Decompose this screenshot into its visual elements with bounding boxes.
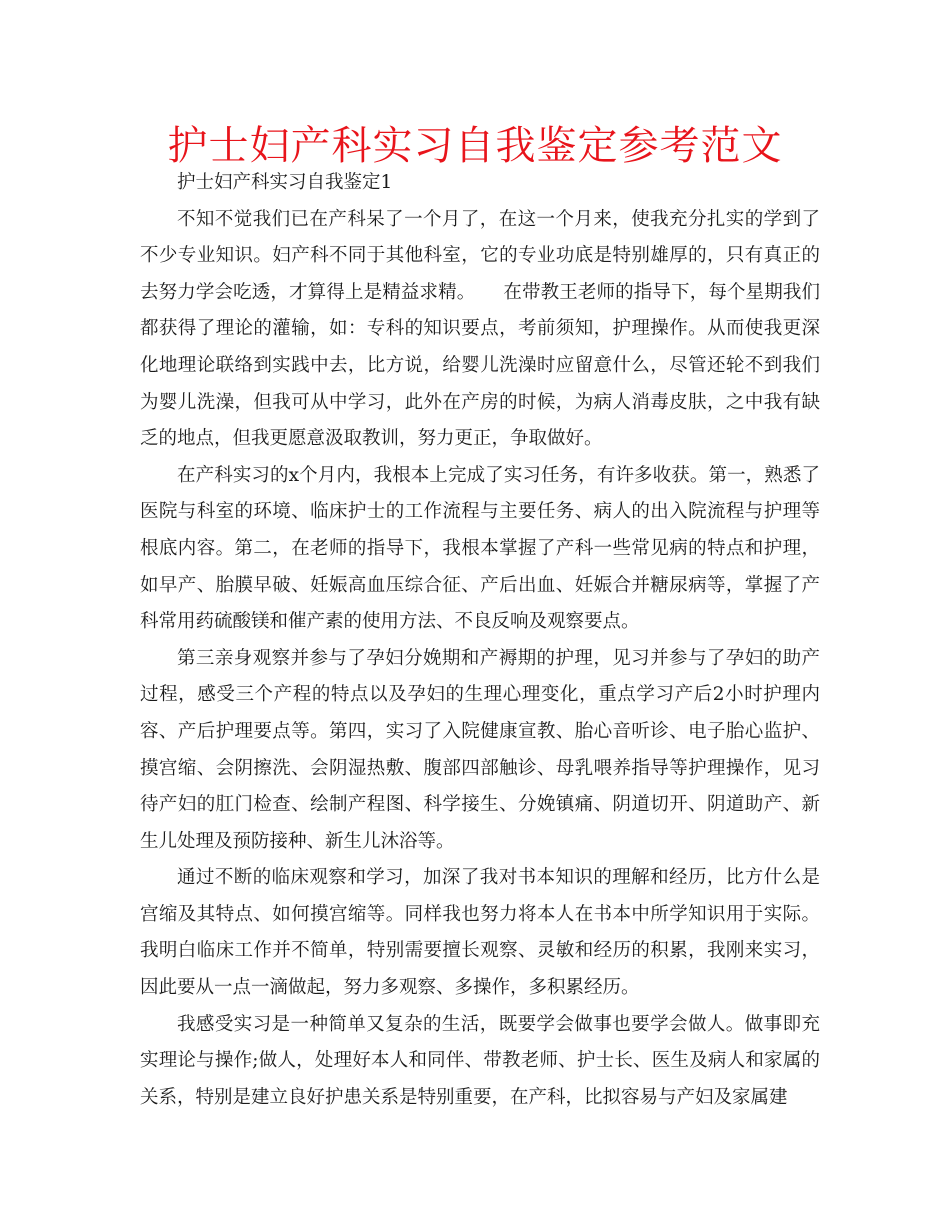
document-title: 护士妇产科实习自我鉴定参考范文 xyxy=(167,123,783,169)
paragraph-5: 我感受实习是一种简单又复杂的生活，既要学会做事也要学会做人。做事即充实理论与操作;做人，处理好本人和同伴、带教老师、护士长、医生及病人和家属的关系，特别是建立良好护患关系是特别重要，在产科，比拟容易与产妇及家属建 xyxy=(140,1013,820,1108)
paragraph-4: 通过不断的临床观察和学习，加深了我对书本知识的理解和经历，比方什么是宫缩及其特点、如何摸宫缩等。同样我也努力将本人在书本中所学知识用于实际。我明白临床工作并不简单，特别需要擅长观察、灵敏和经历的积累，我刚来实习，因此要从一点一滴做起，努力多观察、多操作，多积累经历。 xyxy=(140,867,820,999)
paragraph-3: 第三亲身观察并参与了孕妇分娩期和产褥期的护理，见习并参与了孕妇的助产过程，感受三个产程的特点以及孕妇的生理心理变化，重点学习产后2小时护理内容、产后护理要点等。第四，实习了入院健康宣教、胎心音听诊、电子胎心监护、摸宫缩、会阴擦洗、会阴湿热敷、腹部四部触诊、母乳喂养指导等护理操作，见习待产妇的肛门检查、绘制产程图、科学接生、分娩镇痛、阴道切开、阴道助产、新生儿处理及预防接种、新生儿沐浴等。 xyxy=(140,647,820,852)
document-body xyxy=(140,165,820,1116)
section-heading: 护士妇产科实习自我鉴定1 xyxy=(177,172,393,193)
paragraph-1: 不知不觉我们已在产科呆了一个月了，在这一个月来，使我充分扎实的学到了不少专业知识。妇产科不同于其他科室，它的专业功底是特别雄厚的，只有真正的去努力学会吃透，才算得上是精益求精。 在带教王老师的指导下，每个星期我们都获得了理论的灌输，如：专科的知识要点，考前须知，护理操作。从而使我更深化地理论联络到实践中去，比方说，给婴儿洗澡时应留意什么，尽管还轮不到我们为婴儿洗澡，但我可从中学习，此外在产房的时候，为病人消毒皮肤，之中我有缺乏的地点，但我更愿意汲取教训，努力更正，争取做好。 xyxy=(140,208,820,450)
paragraph-2: 在产科实习的x个月内，我根本上完成了实习任务，有许多收获。第一，熟悉了医院与科室的环境、临床护士的工作流程与主要任务、病人的出入院流程与护理等根底内容。第二，在老师的指导下，我根本掌握了产科一些常见病的特点和护理，如早产、胎膜早破、妊娠高血压综合征、产后出血、妊娠合并糖尿病等，掌握了产科常用药硫酸镁和催产素的使用方法、不良反响及观察要点。 xyxy=(140,464,820,633)
